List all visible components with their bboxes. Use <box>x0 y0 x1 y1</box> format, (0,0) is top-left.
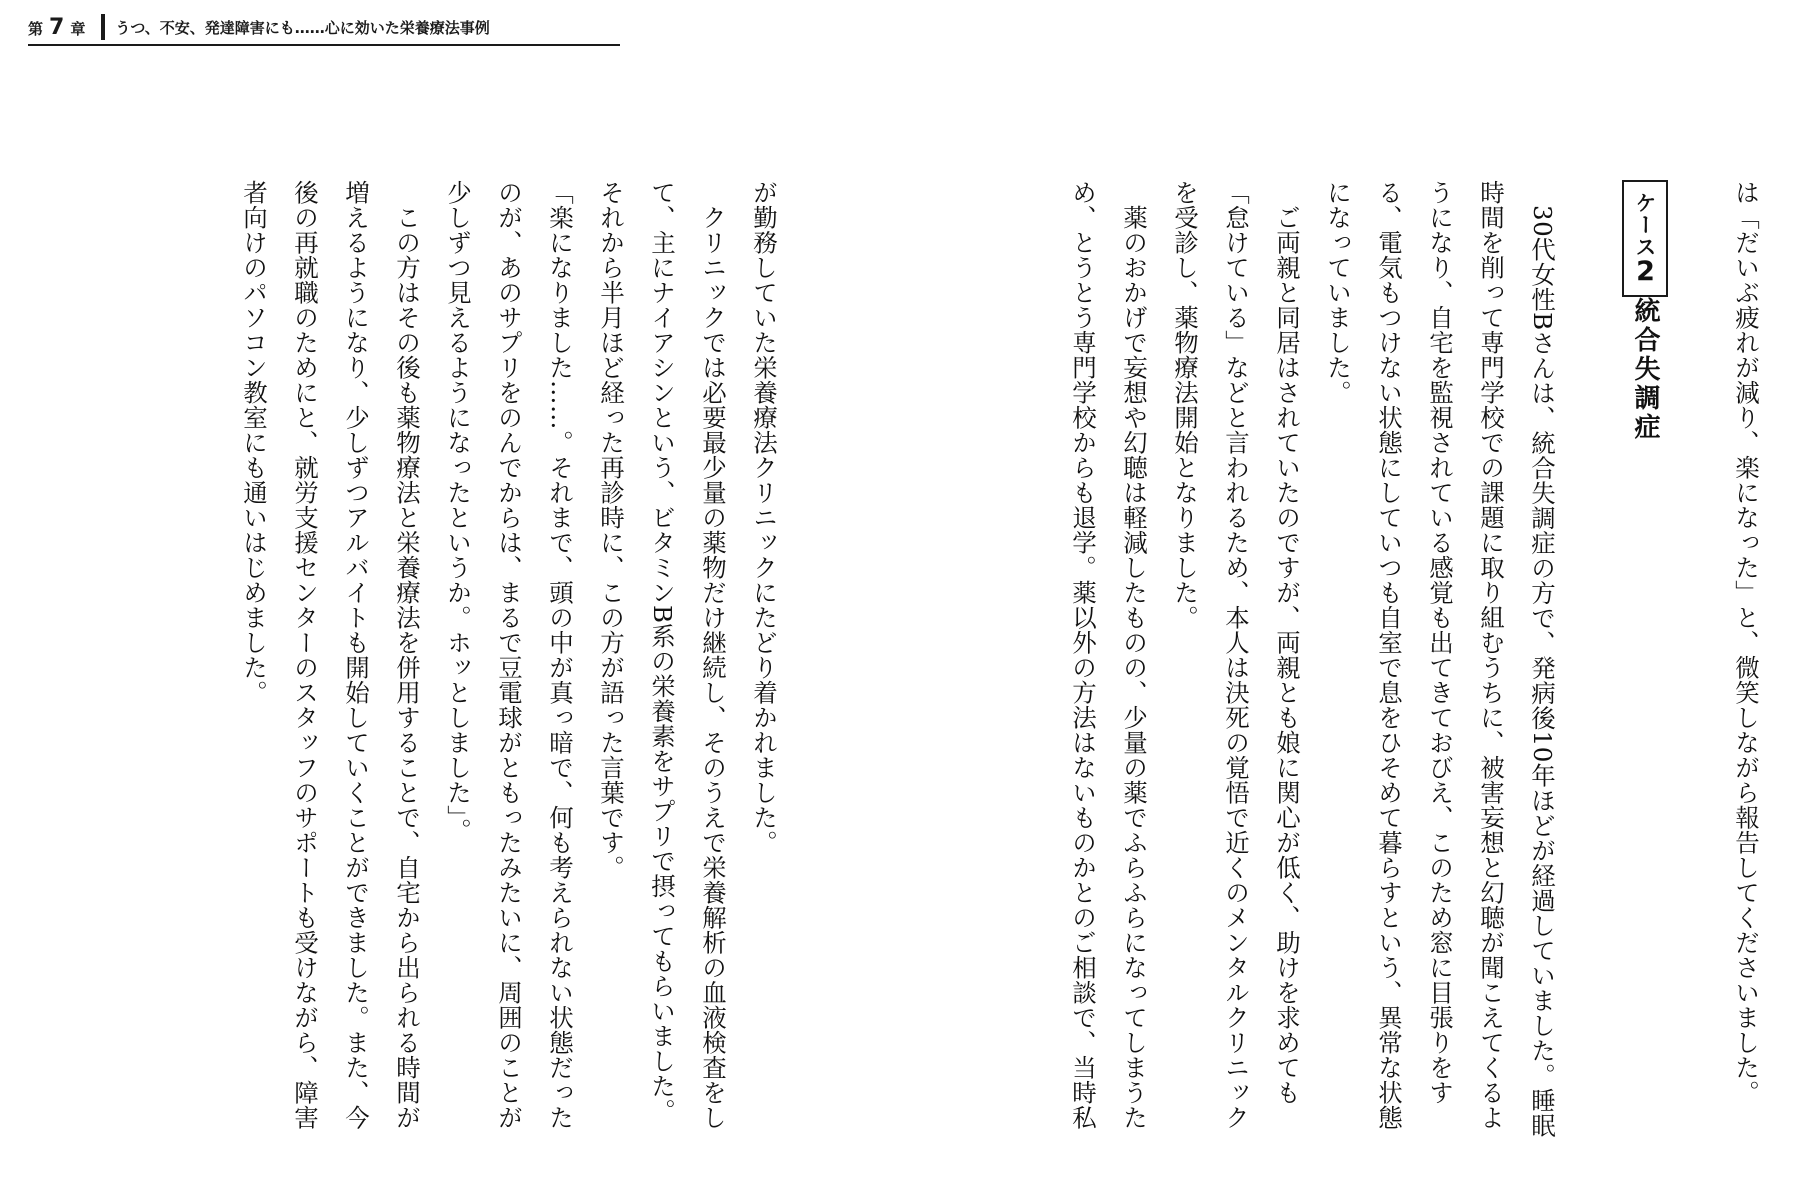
chapter-prefix: 第 <box>28 19 44 38</box>
case-label-word: ケース <box>1633 192 1657 258</box>
body-paragraph: が勤務していた栄養療法クリニックにたどり着かれました。 <box>750 180 779 855</box>
body-paragraph: ご両親と同居はされていたのですが、両親とも娘に関心が低く、助けを求めても「怠けている」などと言われるため、本人は決死の覚悟で近くのメンタルクリニックを受診し、薬物療法開始となりました。 <box>1171 180 1302 1130</box>
body-paragraph: 薬のおかげで妄想や幻聴は軽減したものの、少量の薬でふらふらになってしまうため、とうとう専門学校からも退学。薬以外の方法はないものかとのご相談で、当時私 <box>1069 180 1149 1130</box>
left-page-text <box>229 180 790 1140</box>
lead-paragraph: は「だいぶ疲れが減り、楽になった」と、微笑しながら報告してくださいました。 <box>1732 180 1761 1105</box>
case-heading <box>1619 180 1670 1140</box>
header-divider-bar <box>101 14 105 40</box>
chapter-title: うつ、不安、発達障害にも……心に効いた栄養療法事例 <box>115 18 490 37</box>
chapter-label <box>28 15 85 40</box>
running-header <box>28 12 490 42</box>
body-paragraph: クリニックでは必要最少量の薬物だけ継続し、そのうえで栄養解析の血液検査をして、主にナイアシンという、ビタミンB系の栄養素をサプリで摂ってもらいました。 <box>648 180 728 1130</box>
case-label-box <box>1622 180 1668 297</box>
case-title: 統合失調症 <box>1630 297 1660 442</box>
section-spacer <box>1568 180 1619 1140</box>
header-rule <box>28 44 620 46</box>
quote-paragraph: 「楽になりました……。それまで、頭の中が真っ暗で、何も考えられない状態だったのが、あのサプリをのんでからは、まるで豆電球がともったみたいに、周囲のことが少しずつ見えるようになったというか。ホッとしました」。 <box>444 180 575 1130</box>
body-paragraph: 30代女性Bさんは、統合失調症の方で、発病後10年ほどが経過していました。睡眠時間を削って専門学校での課題に取り組むうちに、被害妄想と幻聴が聞こえてくるようになり、自宅を監視されている感覚も出てきておびえ、このため窓に目張りをする、電気もつけない状態にしていつも自室で息をひそめて暮らすという、異常な状態になっていました。 <box>1324 180 1557 1138</box>
chapter-number: 7 <box>49 14 65 40</box>
case-label-number: 2 <box>1636 258 1655 285</box>
body-paragraph: この方はその後も薬物療法と栄養療法を併用することで、自宅から出られる時間が増えるようになり、少しずつアルバイトも開始していくことができました。また、今後の再就職のためにと、就労支援センターのスタッフのサポートも受けながら、障害者向けのパソコン教室にも通いはじめました。 <box>240 180 422 1130</box>
chapter-suffix: 章 <box>70 19 86 38</box>
body-paragraph: それから半月ほど経った再診時に、この方が語った言葉です。 <box>597 180 626 880</box>
right-page-text <box>1058 180 1772 1140</box>
section-spacer <box>1670 180 1721 1140</box>
